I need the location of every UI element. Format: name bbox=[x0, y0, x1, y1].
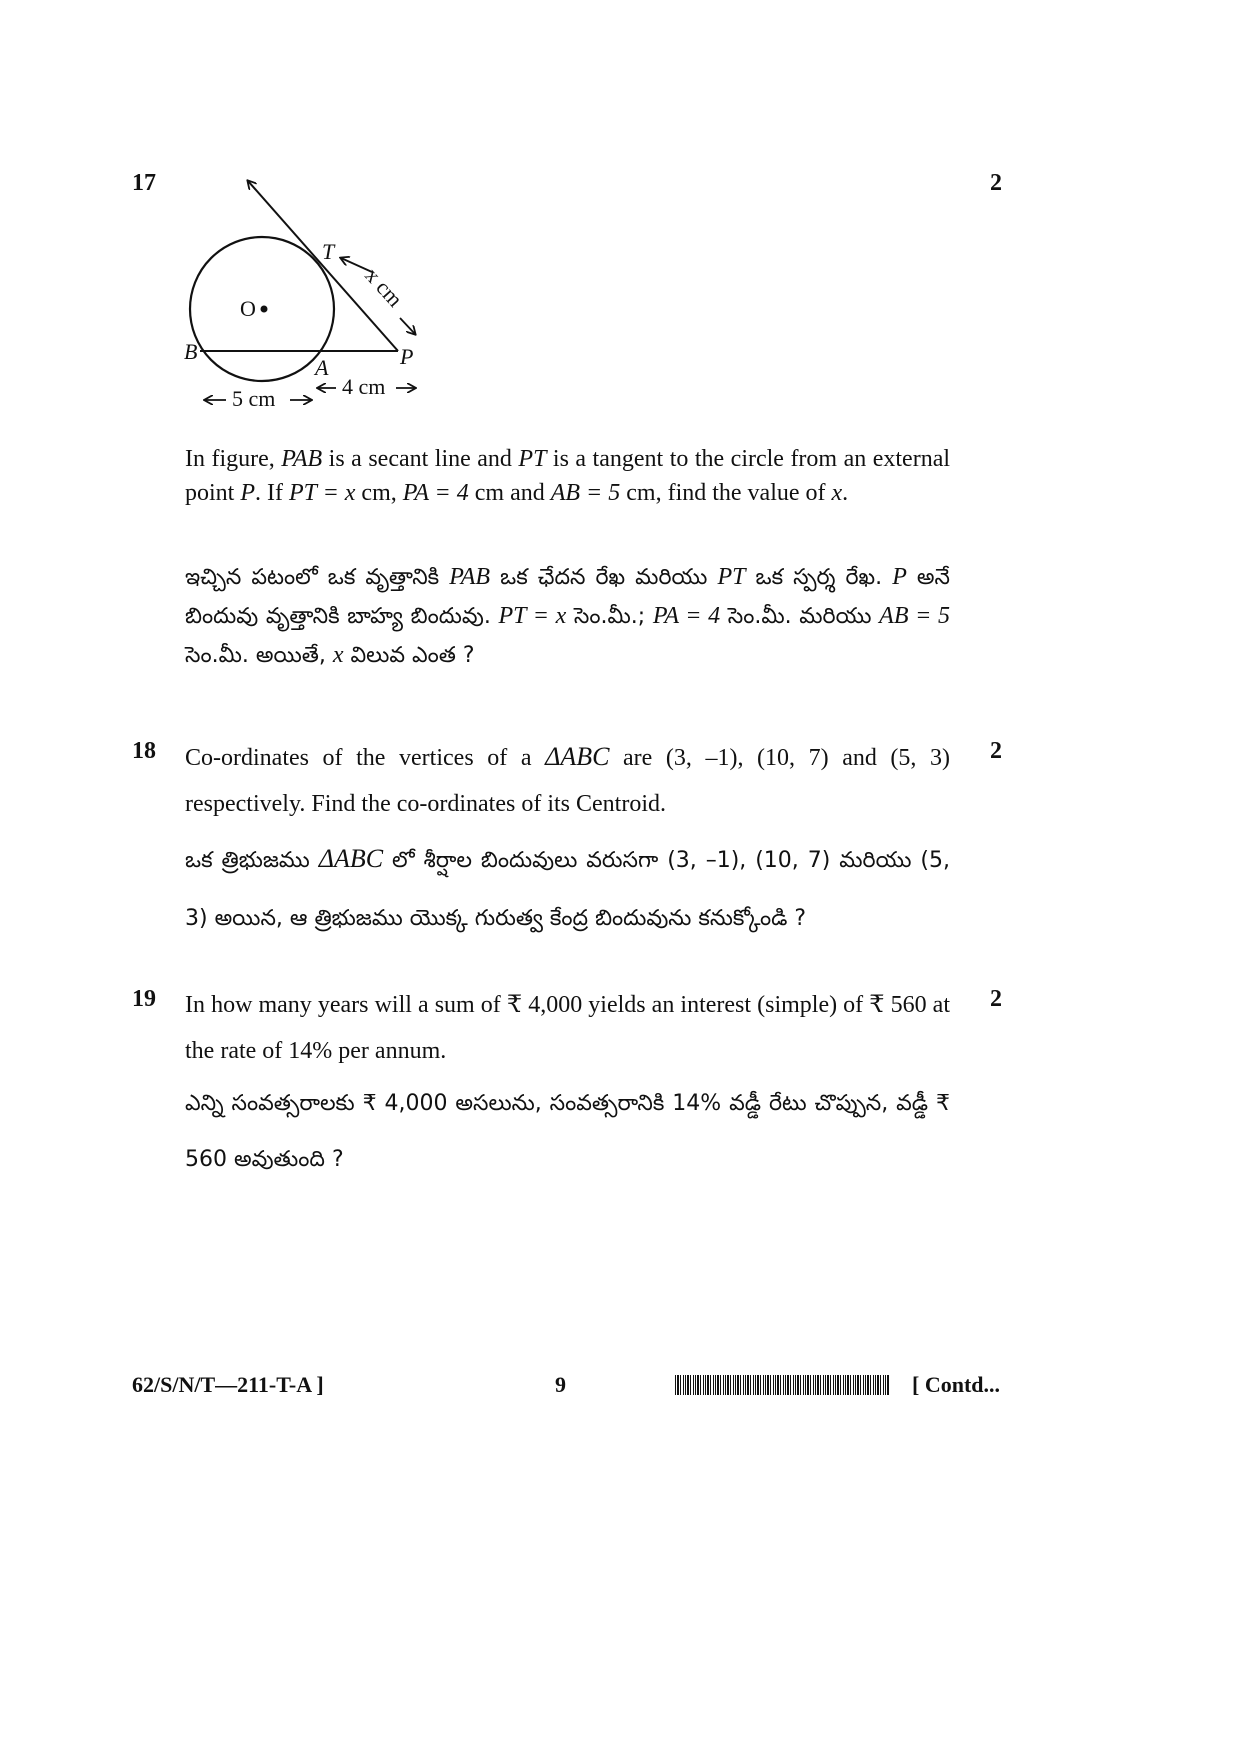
barcode bbox=[675, 1375, 890, 1395]
label-p: P bbox=[400, 344, 414, 369]
label-x-cm: x cm bbox=[360, 262, 408, 312]
question-number-17: 17 bbox=[132, 170, 156, 196]
x-cm-arrow-bottom bbox=[400, 318, 415, 334]
label-4cm: 4 cm bbox=[342, 374, 386, 399]
marks-17: 2 bbox=[990, 170, 1002, 196]
question-number-18: 18 bbox=[132, 738, 156, 764]
marks-18: 2 bbox=[990, 738, 1002, 764]
question-19-telugu: ఎన్ని సంవత్సరాలకు ₹ 4,000 అసలును, సంవత్సరానికి 14% వడ్డీ రేటు చొప్పున, వడ్డీ ₹ 560 అవుతుంది ? bbox=[185, 1091, 950, 1172]
question-18-telugu: ఒక త్రిభుజము ΔABC లో శీర్షాల బిందువులు వరుసగా (3, –1), (10, 7) మరియు (5, 3) అయిన, ఆ త్రిభుజము యొక్క గురుత్వ కేంద్ర బిందువును కనుక్కోండి ? bbox=[185, 844, 950, 931]
label-5cm: 5 cm bbox=[232, 386, 276, 411]
question-17-english: In figure, PAB is a secant line and PT is a tangent to the circle from an external point P. If PT = x cm, PA = 4 cm and AB = 5 cm, find the value of x. bbox=[185, 446, 951, 506]
contd-label: [ Contd... bbox=[912, 1372, 1001, 1397]
label-a: A bbox=[315, 355, 329, 380]
center-dot bbox=[261, 306, 268, 313]
page-number: 9 bbox=[555, 1372, 566, 1397]
label-t: T bbox=[322, 239, 335, 264]
x-cm-arrow-top bbox=[341, 258, 372, 272]
label-b: B bbox=[184, 339, 198, 364]
circle-secant-tangent-figure bbox=[170, 170, 460, 430]
paper-code: 62/S/N/T—211-T-A ] bbox=[132, 1372, 324, 1397]
label-o: O bbox=[240, 296, 256, 321]
marks-19: 2 bbox=[990, 986, 1002, 1012]
question-17-telugu: ఇచ్చిన పటంలో ఒక వృత్తానికి PAB ఒక ఛేదన రేఖ మరియు PT ఒక స్పర్శ రేఖ. P అనే బిందువు వృత్తానికి బాహ్య బిందువు. PT = x సెం.మీ.; PA = 4 సెం.మీ. మరియు AB = 5 సెం.మీ. అయితే, x విలువ ఎంత ? bbox=[185, 564, 951, 668]
question-number-19: 19 bbox=[132, 986, 156, 1012]
question-19-english: In how many years will a sum of ₹ 4,000 yields an interest (simple) of ₹ 560 at the rate of 14% per annum. bbox=[185, 992, 950, 1064]
question-18-english: Co-ordinates of the vertices of a ΔABC are (3, –1), (10, 7) and (5, 3) respectively. Find the co-ordinates of its Centroid. bbox=[185, 742, 951, 817]
